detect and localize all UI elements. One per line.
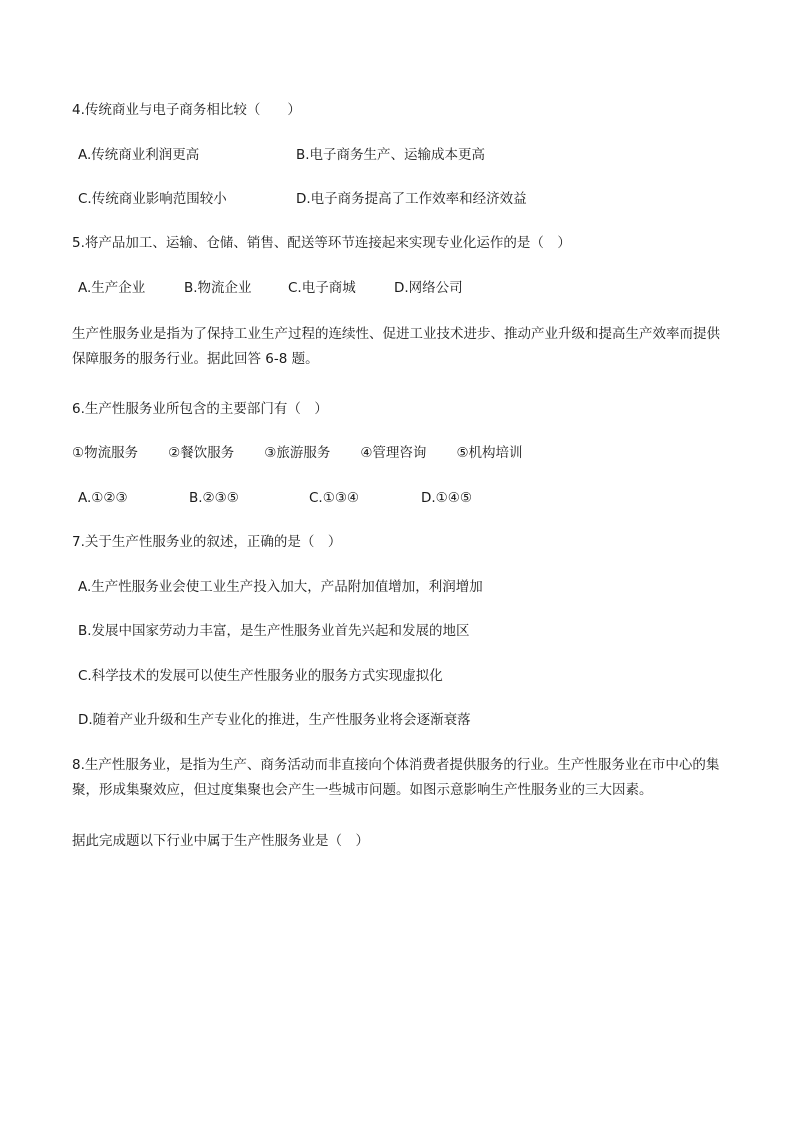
q6-item-3: ③旅游服务	[264, 445, 331, 461]
q6-option-a: A.①②③	[78, 490, 128, 506]
q5-stem: 5.将产品加工、运输、仓储、销售、配送等环节连接起来实现专业化运作的是（ ）	[72, 235, 571, 251]
q7-option-b: B.发展中国家劳动力丰富，是生产性服务业首先兴起和发展的地区	[78, 623, 470, 639]
q5-option-d: D.网络公司	[394, 280, 463, 296]
q4-option-b: B.电子商务生产、运输成本更高	[296, 147, 486, 163]
q6-option-b: B.②③⑤	[189, 490, 239, 506]
q7-option-a: A.生产性服务业会使工业生产投入加大，产品附加值增加，利润增加	[78, 579, 483, 595]
q4-option-a: A.传统商业利润更高	[78, 147, 200, 163]
q6-item-1: ①物流服务	[72, 445, 139, 461]
q7-stem: 7.关于生产性服务业的叙述，正确的是（ ）	[72, 534, 342, 550]
q6-item-4: ④管理咨询	[360, 445, 427, 461]
q6-option-d: D.①④⑤	[421, 490, 472, 506]
q4-stem: 4.传统商业与电子商务相比较（ ）	[72, 102, 301, 118]
q5-option-c: C.电子商城	[288, 280, 356, 296]
q4-option-c: C.传统商业影响范围较小	[78, 191, 227, 207]
q6-option-c: C.①③④	[309, 490, 360, 506]
q7-option-c: C.科学技术的发展可以使生产性服务业的服务方式实现虚拟化	[78, 668, 443, 684]
q6-item-5: ⑤机构培训	[456, 445, 523, 461]
q6-item-2: ②餐饮服务	[168, 445, 235, 461]
q7-option-d: D.随着产业升级和生产专业化的推进，生产性服务业将会逐渐衰落	[78, 712, 471, 728]
q8-intro: 8.生产性服务业，是指为生产、商务活动而非直接向个体消费者提供服务的行业。生产性服务业在市中心的集聚，形成集聚效应，但过度集聚也会产生一些城市问题。如图示意影响生产性服务业的三大因素。	[72, 757, 720, 798]
q5-option-a: A.生产企业	[78, 280, 146, 296]
q4-option-d: D.电子商务提高了工作效率和经济效益	[296, 191, 527, 207]
q8-stem: 据此完成题以下行业中属于生产性服务业是（ ）	[72, 833, 369, 849]
intro-6-8: 生产性服务业是指为了保持工业生产过程的连续性、促进工业技术进步、推动产业升级和提高生产效率而提供保障服务的服务行业。据此回答 6-8 题。	[72, 326, 720, 367]
q5-option-b: B.物流企业	[184, 280, 252, 296]
q6-items	[72, 443, 553, 463]
q6-stem: 6.生产性服务业所包含的主要部门有（ ）	[72, 401, 328, 417]
